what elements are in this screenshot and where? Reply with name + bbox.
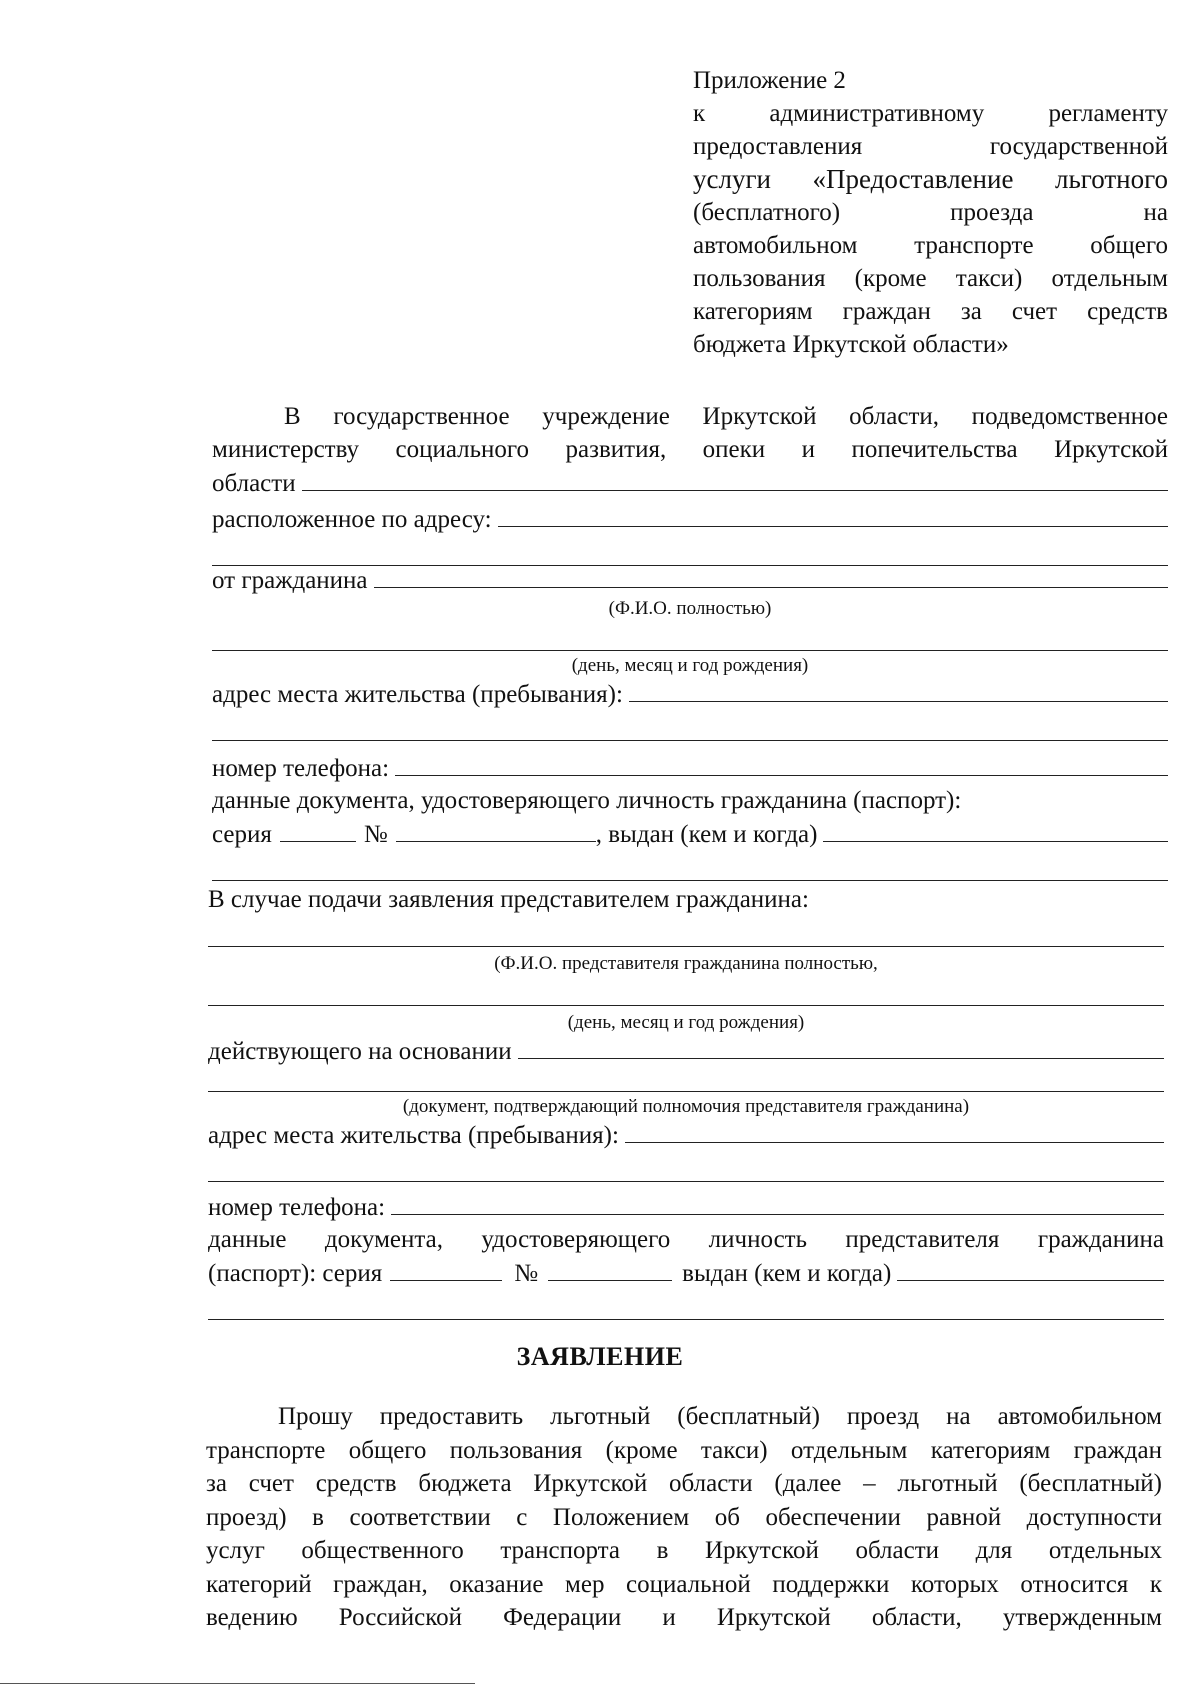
recipient-line: В государственное учреждение Иркутской области, подведомственное: [284, 403, 1168, 430]
representative-phone-field[interactable]: [391, 1190, 1164, 1215]
representative-series-field[interactable]: [390, 1258, 502, 1281]
appendix-line: бюджета Иркутской области»: [693, 331, 1009, 358]
representative-basis-field[interactable]: [518, 1034, 1164, 1059]
recipient-block: [212, 400, 1168, 566]
representative-basis-label: действующего на основании: [208, 1038, 512, 1065]
citizen-issued-field-2[interactable]: [212, 880, 1168, 881]
recipient-line: министерству социального развития, опеки и попечительства Иркутской: [212, 436, 1168, 463]
statement-title: ЗАЯВЛЕНИЕ: [516, 1342, 684, 1371]
representative-address-field[interactable]: [625, 1118, 1164, 1143]
statement-line: транспорте общего пользования (кроме такси) отдельным категориям граждан: [206, 1436, 1162, 1464]
citizen-number-field[interactable]: [396, 819, 596, 842]
statement-line: проезд) в соответствии с Положением об обеспечении равной доступности: [206, 1503, 1162, 1531]
recipient-address-field[interactable]: [498, 502, 1168, 527]
citizen-address-field[interactable]: [629, 677, 1168, 702]
representative-series-label: (паспорт): серия: [208, 1260, 383, 1287]
representative-birthdate-field[interactable]: [208, 1005, 1164, 1006]
representative-intro: В случае подачи заявления представителем гражданина:: [208, 886, 809, 913]
statement-line: за счет средств бюджета Иркутской области (далее – льготный (бесплатный): [206, 1470, 1162, 1497]
citizen-birth-hint: (день, месяц и год рождения): [571, 655, 809, 676]
citizen-issued-label: , выдан (кем и когда): [595, 821, 818, 848]
appendix-line: пользования (кроме такси) отдельным: [693, 265, 1168, 292]
citizen-number-label: №: [363, 821, 388, 848]
citizen-from-label: от гражданина: [212, 567, 368, 594]
statement-line: услуг общественного транспорта в Иркутской области для отдельных: [206, 1537, 1162, 1564]
appendix-line: к административному регламенту: [693, 100, 1168, 127]
representative-fio-hint: (Ф.И.О. представителя гражданина полностью,: [494, 953, 878, 974]
citizen-fio-hint: (Ф.И.О. полностью): [608, 598, 772, 619]
representative-birth-hint: (день, месяц и год рождения): [567, 1012, 805, 1033]
representative-issued-field[interactable]: [897, 1256, 1164, 1281]
representative-basis-field-2[interactable]: [208, 1091, 1164, 1092]
citizen-address-field-2[interactable]: [212, 740, 1168, 741]
citizen-doc-label: данные документа, удостоверяющего личность гражданина (паспорт):: [212, 787, 962, 814]
statement-body: [206, 1400, 1162, 1635]
representative-issued-label: выдан (кем и когда): [682, 1260, 892, 1287]
appendix-line: (бесплатного) проезда на: [693, 199, 1168, 226]
footer-divider: [0, 1683, 475, 1684]
citizen-birthdate-field[interactable]: [212, 650, 1168, 651]
representative-fio-field[interactable]: [208, 946, 1164, 947]
recipient-name-field[interactable]: [302, 466, 1168, 491]
representative-number-field[interactable]: [548, 1258, 672, 1281]
appendix-line: автомобильном транспорте общего: [693, 232, 1168, 259]
representative-number-label: №: [514, 1260, 539, 1287]
statement-line: категорий граждан, оказание мер социальной поддержки которых относится к: [206, 1570, 1162, 1598]
citizen-issued-field[interactable]: [823, 817, 1168, 842]
citizen-phone-field[interactable]: [395, 751, 1168, 776]
citizen-series-label: серия: [212, 821, 272, 848]
recipient-address-label: расположенное по адресу:: [212, 506, 492, 533]
citizen-phone-label: номер телефона:: [212, 755, 390, 782]
appendix-line: предоставления государственной: [693, 133, 1168, 160]
citizen-series-field[interactable]: [280, 819, 356, 842]
representative-block: [208, 883, 1164, 1320]
citizen-address-label: адрес места жительства (пребывания):: [212, 681, 623, 708]
representative-phone-label: номер телефона:: [208, 1194, 386, 1221]
statement-line: ведению Российской Федерации и Иркутской области, утвержденным: [206, 1604, 1162, 1631]
representative-address-field-2[interactable]: [208, 1181, 1164, 1182]
appendix-line: услуги «Предоставление льготного: [693, 164, 1168, 194]
statement-line: Прошу предоставить льготный (бесплатный) проезд на автомобильном: [278, 1403, 1162, 1430]
appendix-line: категориям граждан за счет средств: [693, 298, 1168, 325]
citizen-block: [212, 563, 1168, 881]
citizen-fio-field[interactable]: [374, 563, 1168, 588]
representative-doc-label: данные документа, удостоверяющего личность представителя гражданина: [208, 1226, 1164, 1253]
representative-basis-hint: (документ, подтверждающий полномочия представителя гражданина): [402, 1096, 970, 1117]
representative-address-label: адрес места жительства (пребывания):: [208, 1122, 619, 1149]
recipient-region-label: области: [212, 470, 296, 497]
appendix-title: Приложение 2: [693, 67, 846, 94]
appendix-block: [693, 64, 1168, 361]
representative-issued-field-2[interactable]: [208, 1319, 1164, 1320]
